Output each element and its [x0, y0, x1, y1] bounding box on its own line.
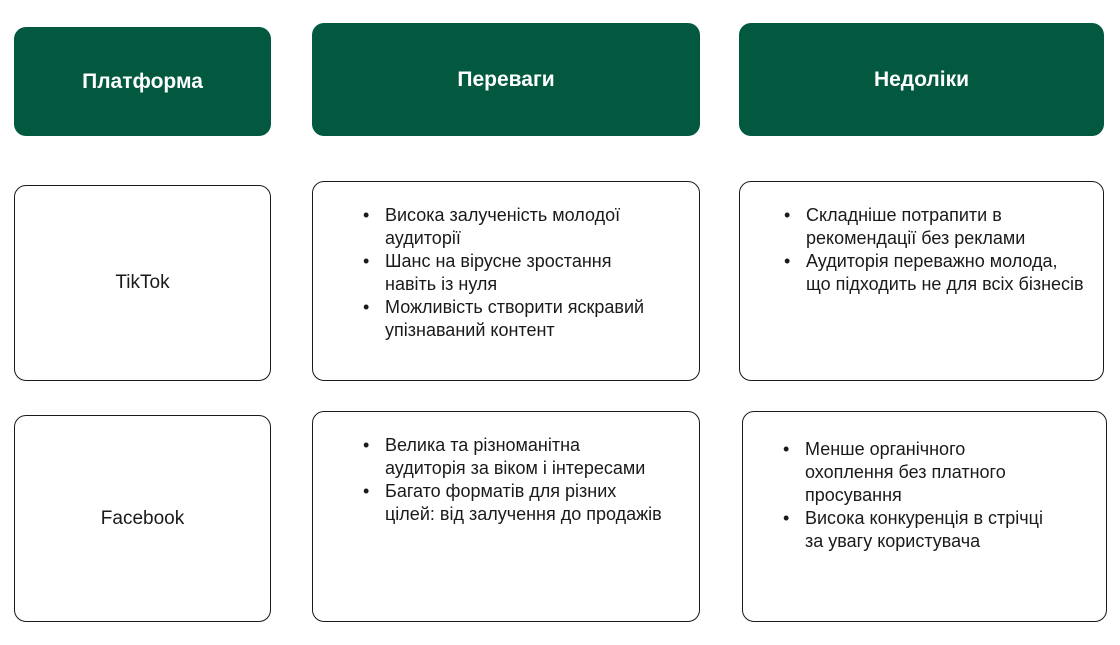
cons-list [783, 438, 1043, 553]
list-item: • Велика та різноманітна аудиторія за віком і інтересами [363, 434, 663, 480]
cons-cell-tiktok [739, 181, 1104, 381]
list-item: • Можливість створити яскравий упізнаваний контент [363, 296, 663, 342]
pros-cell-facebook [312, 411, 700, 622]
cons-cell-facebook [742, 411, 1107, 622]
platform-cell-facebook [14, 415, 271, 622]
list-item: • Багато форматів для різних цілей: від залучення до продажів [363, 480, 663, 526]
list-item: • Висока конкуренція в стрічці за увагу користувача [783, 507, 1043, 553]
header-cons [739, 23, 1104, 136]
platform-name: TikTok [115, 272, 170, 293]
list-item: • Менше органічного охоплення без платного просування [783, 438, 1043, 507]
list-item: • Шанс на вірусне зростання навіть із нуля [363, 250, 663, 296]
list-item: • Складніше потрапити в рекомендації без реклами [784, 204, 1084, 250]
pros-list [363, 204, 663, 342]
pros-list [363, 434, 663, 526]
header-platform-label: Платформа [82, 69, 203, 93]
list-item: • Аудиторія переважно молода, що підходить не для всіх бізнесів [784, 250, 1084, 296]
cons-list [784, 204, 1084, 296]
pros-cell-tiktok [312, 181, 700, 381]
header-pros-label: Переваги [457, 67, 555, 91]
platform-name: Facebook [100, 507, 185, 529]
list-item: • Висока залученість молодої аудиторії [363, 204, 663, 250]
header-platform [14, 27, 271, 136]
platform-cell-tiktok [14, 185, 271, 381]
header-pros [312, 23, 700, 136]
header-cons-label: Недоліки [873, 67, 970, 91]
